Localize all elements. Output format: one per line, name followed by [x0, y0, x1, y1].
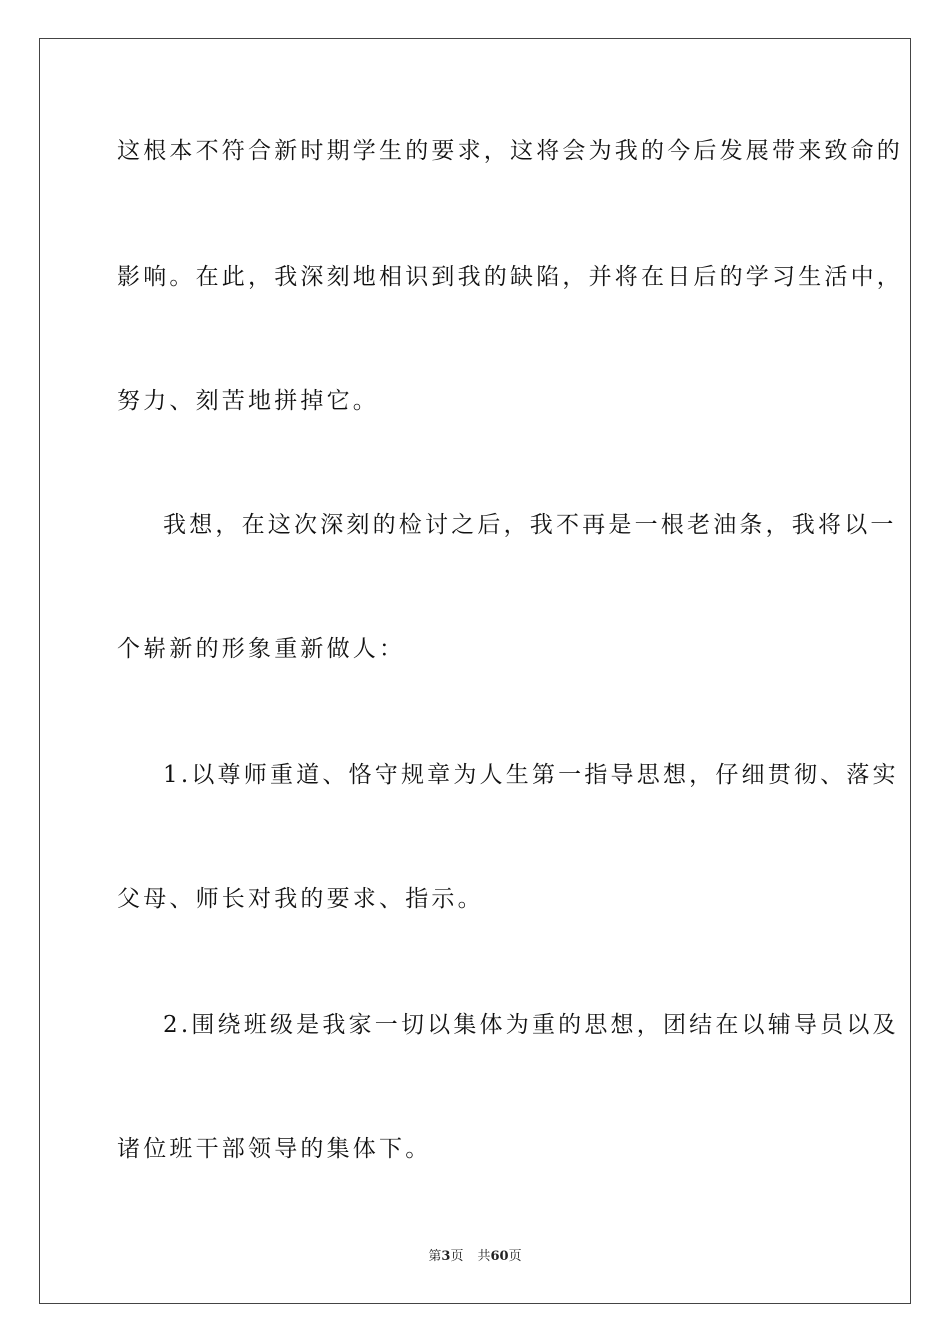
footer-page-number: 3	[441, 1249, 451, 1264]
footer-page-suffix: 页	[450, 1249, 464, 1264]
footer-total-suffix: 页	[508, 1249, 522, 1264]
page-footer	[0, 1248, 950, 1266]
body-text-line: 个崭新的形象重新做人：	[117, 636, 406, 662]
footer-total-prefix: 共	[477, 1249, 491, 1264]
footer-page-prefix: 第	[428, 1249, 442, 1264]
body-text-line: 父母、师长对我的要求、指示。	[117, 886, 484, 912]
paragraph-first-line: 我想，在这次深刻的检讨之后，我不再是一根老油条，我将以一	[163, 512, 897, 538]
list-item-1-first-line: 1.以尊师重道、恪守规章为人生第一指导思想，仔细贯彻、落实	[163, 762, 899, 788]
body-text-line: 诸位班干部领导的集体下。	[117, 1136, 432, 1162]
body-text-line: 努力、刻苦地拼掉它。	[117, 388, 379, 414]
body-text-line: 这根本不符合新时期学生的要求，这将会为我的今后发展带来致命的	[117, 138, 903, 164]
body-text-line: 影响。在此，我深刻地相识到我的缺陷，并将在日后的学习生活中，	[117, 264, 903, 290]
list-item-2-first-line: 2.围绕班级是我家一切以集体为重的思想，团结在以辅导员以及	[163, 1012, 899, 1038]
page-border	[39, 38, 911, 1304]
footer-total-pages: 60	[490, 1249, 509, 1264]
